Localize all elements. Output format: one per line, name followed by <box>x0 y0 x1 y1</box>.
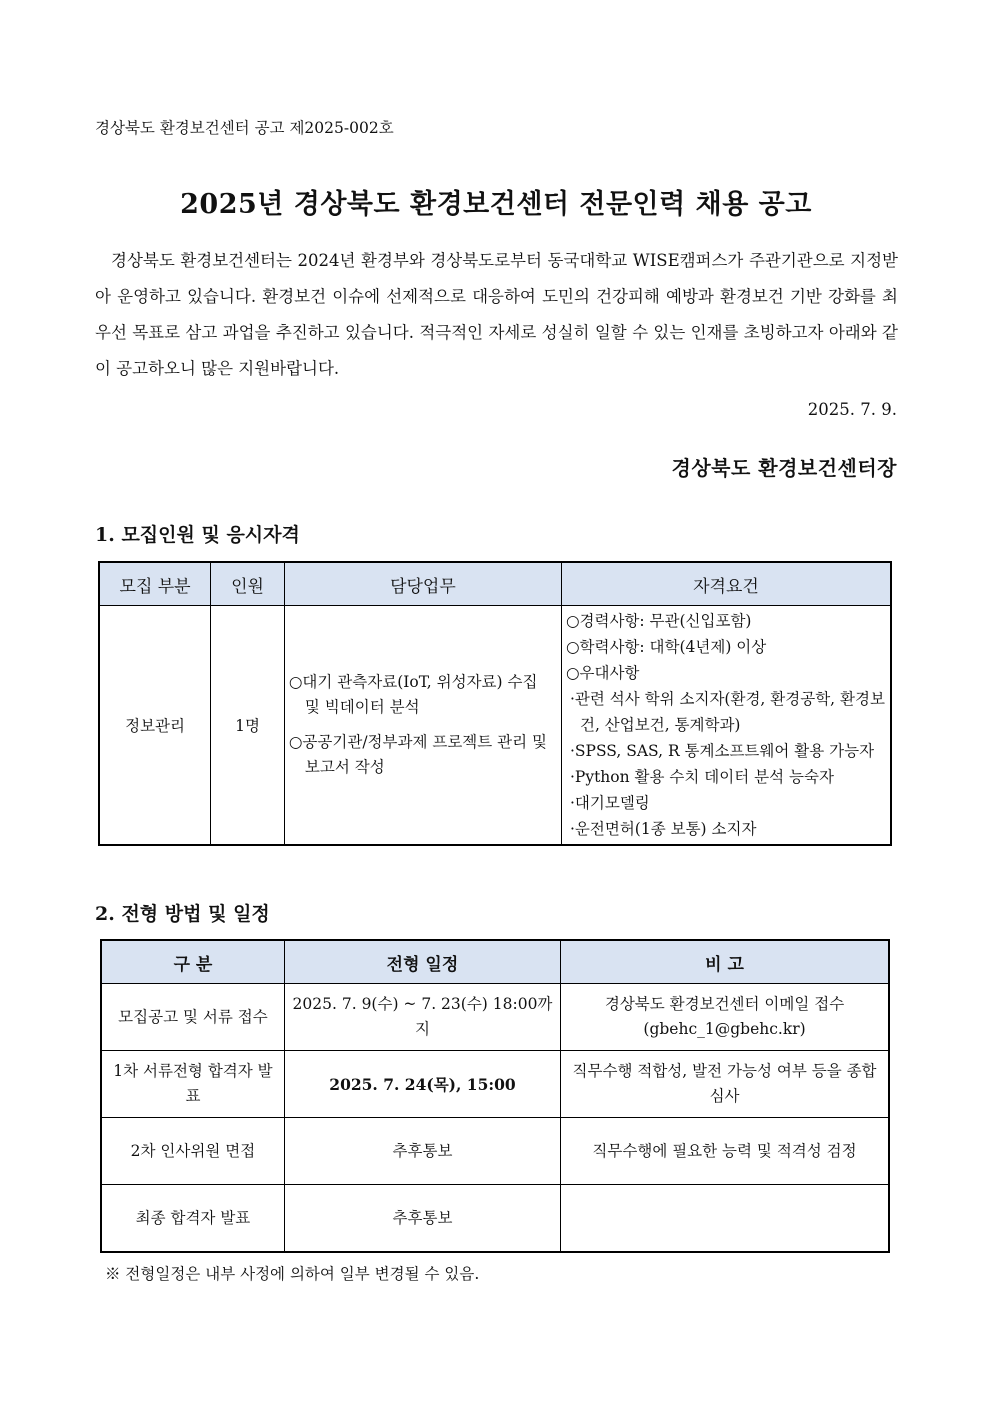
preference-item: ·운전면허(1종 보통) 소지자 <box>569 820 757 838</box>
recruitment-table <box>98 561 892 846</box>
duties-cell <box>284 606 561 846</box>
section2-title: 2. 전형 방법 및 일정 <box>95 903 270 925</box>
header-duties: 담당업무 <box>284 562 561 606</box>
intro-paragraph: 경상북도 환경보건센터는 2024년 환경부와 경상북도로부터 동국대학교 WISE캠퍼스가 주관기관으로 지정받아 운영하고 있습니다. 환경보건 이슈에 선제적으로 대응하여 도민의 건강피해 예방과 환경보건 기반 강화를 최우선 목표로 삼고 과업을 추진하고 있습니다. 적극적인 자세로 성실히 일할 수 있는 인재를 초빙하고자 아래와 같이 공고하오니 많은 지원바랍니다. <box>95 251 898 378</box>
recruitment-row <box>99 606 891 846</box>
preference-item: ·Python 활용 수치 데이터 분석 능숙자 <box>569 768 834 786</box>
schedule-cell: 2025. 7. 9(수) ~ 7. 23(수) 18:00까지 <box>284 984 560 1051</box>
signer: 경상북도 환경보건센터장 <box>671 456 897 480</box>
qualification-item: ○학력사항: 대학(4년제) 이상 <box>565 638 767 656</box>
page-title: 2025년 경상북도 환경보건센터 전문인력 채용 공고 <box>180 189 812 220</box>
preference-item: ·관련 석사 학위 소지자(환경, 환경공학, 환경보건, 산업보건, 통계학과) <box>569 690 885 734</box>
stage-cell: 1차 서류전형 합격자 발표 <box>101 1051 284 1118</box>
qualifications-cell <box>561 606 891 846</box>
schedule-cell: 추후통보 <box>284 1118 560 1185</box>
schedule-header-row <box>101 940 889 984</box>
duty-item: ○대기 관측자료(IoT, 위성자료) 수집 및 빅데이터 분석 <box>288 673 538 716</box>
header-division: 모집 부분 <box>99 562 211 606</box>
schedule-row <box>101 1118 889 1185</box>
stage-cell: 최종 합격자 발표 <box>101 1185 284 1253</box>
header-count: 인원 <box>211 562 285 606</box>
note-cell <box>561 1185 889 1253</box>
duty-item: ○공공기관/정부과제 프로젝트 관리 및 보고서 작성 <box>288 733 548 776</box>
recruitment-header-row <box>99 562 891 606</box>
qualification-item: ○경력사항: 무관(신입포함) <box>565 612 752 630</box>
schedule-row <box>101 1051 889 1118</box>
qualification-item: ○우대사항 <box>565 664 640 682</box>
notice-number: 경상북도 환경보건센터 공고 제2025-002호 <box>95 119 394 137</box>
preference-item: ·대기모델링 <box>569 794 650 812</box>
notice-date: 2025. 7. 9. <box>807 400 897 419</box>
division-cell: 정보관리 <box>99 606 211 846</box>
schedule-cell: 2025. 7. 24(목), 15:00 <box>284 1051 560 1118</box>
header-stage: 구 분 <box>101 940 284 984</box>
schedule-table <box>100 939 890 1253</box>
stage-cell: 모집공고 및 서류 접수 <box>101 984 284 1051</box>
note-cell: 직무수행 적합성, 발전 가능성 여부 등을 종합 심사 <box>561 1051 889 1118</box>
note-cell: 경상북도 환경보건센터 이메일 접수 (gbehc_1@gbehc.kr) <box>561 984 889 1051</box>
header-schedule: 전형 일정 <box>284 940 560 984</box>
stage-cell: 2차 인사위원 면접 <box>101 1118 284 1185</box>
count-cell: 1명 <box>211 606 285 846</box>
preference-item: ·SPSS, SAS, R 통계소프트웨어 활용 가능자 <box>569 742 875 760</box>
schedule-row <box>101 1185 889 1253</box>
section1-title: 1. 모집인원 및 응시자격 <box>95 524 300 546</box>
header-qualifications: 자격요건 <box>561 562 891 606</box>
schedule-row <box>101 984 889 1051</box>
schedule-cell: 추후통보 <box>284 1185 560 1253</box>
header-note: 비 고 <box>561 940 889 984</box>
note-cell: 직무수행에 필요한 능력 및 적격성 검정 <box>561 1118 889 1185</box>
footnote: ※ 전형일정은 내부 사정에 의하여 일부 변경될 수 있음. <box>105 1265 480 1283</box>
